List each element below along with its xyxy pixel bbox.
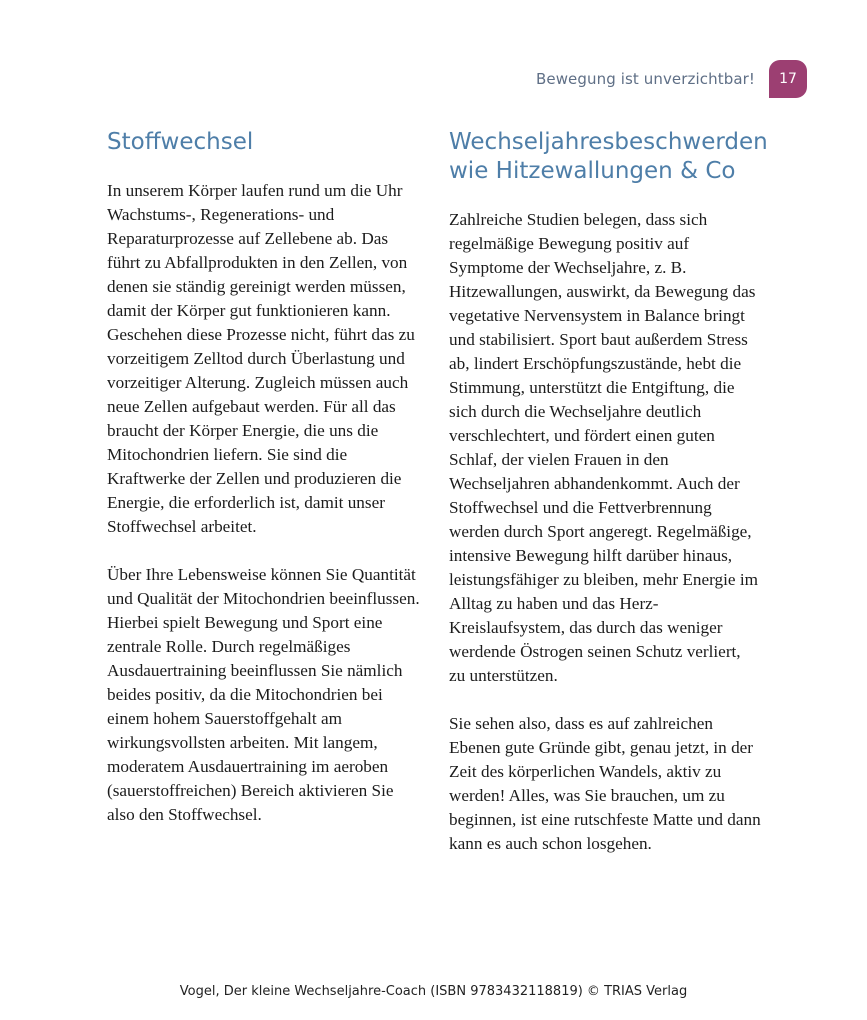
- right-column: [449, 128, 768, 880]
- body-paragraph: Über Ihre Lebensweise können Sie Quantität und Qualität der Mitochondrien beeinflussen. Hierbei spielt Bewegung und Sport eine zentrale Rolle. Durch regelmäßiges Ausdauertraining beeinflussen Sie nämlich beides positiv, da die Mitochondrien bei einem hohem Sauerstoffgehalt am wirkungsvollsten arbeiten. Mit langem, moderatem Ausdauertraining im aeroben (sauerstoffreichen) Bereich aktivieren Sie also den Stoffwechsel.: [107, 565, 420, 824]
- running-title: Bewegung ist unverzichtbar!: [535, 70, 755, 88]
- running-header: [536, 60, 807, 98]
- left-column: [107, 128, 425, 851]
- section-heading-wechseljahresbeschwerden: Wechseljahresbeschwerden wie Hitzewallungen & Co: [449, 129, 768, 184]
- page-number: 17: [779, 71, 797, 87]
- body-paragraph: In unserem Körper laufen rund um die Uhr Wachstums-, Regenerations- und Reparaturprozesse auf Zellebene ab. Das führt zu Abfallprodukten in den Zellen, von denen sie ständig gereinigt werden müssen, damit der Körper gut funktionieren kann. Geschehen diese Prozesse nicht, führt das zu vorzeitigem Zelltod durch Überlastung und vorzeitiger Alterung. Zugleich müssen auch neue Zellen aufgebaut werden. Für all das braucht der Körper Energie, die uns die Mitochondrien liefern. Sie sind die Kraftwerke der Zellen und produzieren die Energie, die erforderlich ist, damit unser Stoffwechsel arbeitet.: [107, 181, 415, 536]
- section-heading-stoffwechsel: Stoffwechsel: [107, 129, 254, 155]
- body-paragraph: Sie sehen also, dass es auf zahlreichen Ebenen gute Gründe gibt, genau jetzt, in der Zeit des körperlichen Wandels, aktiv zu werden! Alles, was Sie brauchen, um zu beginnen, ist eine rutschfeste Matte und dann kann es auch schon losgehen.: [449, 714, 761, 853]
- footer-citation: Vogel, Der kleine Wechseljahre-Coach (ISBN 9783432118819) © TRIAS Verlag: [179, 984, 688, 999]
- body-paragraph: Zahlreiche Studien belegen, dass sich regelmäßige Bewegung positiv auf Symptome der Wechseljahre, z. B. Hitzewallungen, auswirkt, da Bewegung das vegetative Nervensystem in Balance bringt und stabilisiert. Sport baut außerdem Stress ab, lindert Erschöpfungszustände, hebt die Stimmung, unterstützt die Entgiftung, die sich durch die Wechseljahre deutlich verschlechtert, und fördert einen guten Schlaf, der vielen Frauen in den Wechseljahren abhandenkommt. Auch der Stoffwechsel und die Fettverbrennung werden durch Sport angeregt. Regelmäßige, intensive Bewegung hilft darüber hinaus, leistungsfähiger zu bleiben, mehr Energie im Alltag zu haben und das Herz-Kreislaufsystem, das durch das weniger werdende Östrogen seinen Schutz verliert, zu unterstützen.: [449, 210, 758, 685]
- page-number-badge: [769, 60, 807, 98]
